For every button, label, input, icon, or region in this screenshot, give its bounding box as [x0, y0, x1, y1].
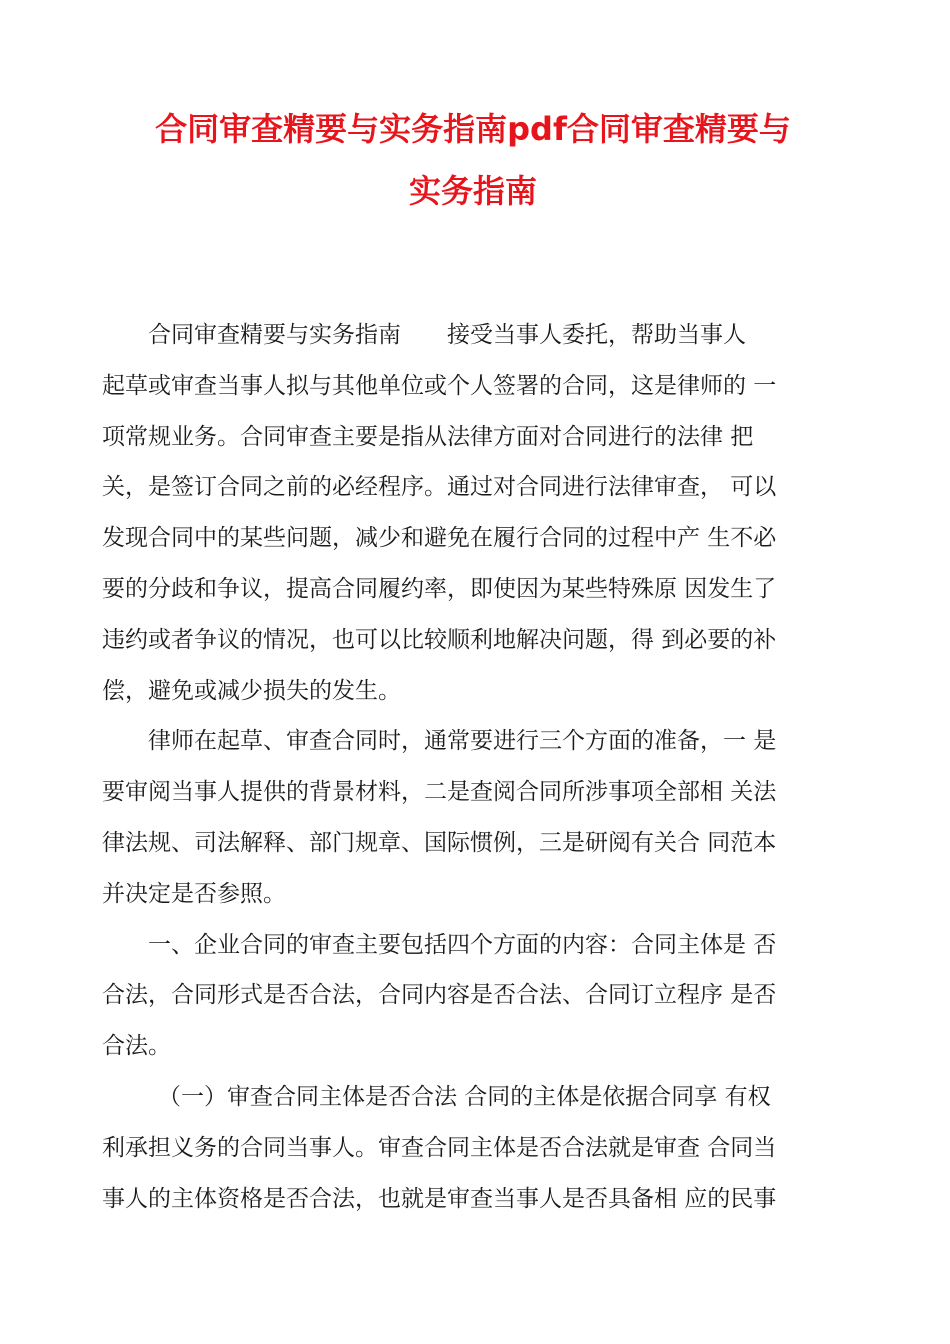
text-line: 一、企业合同的审查主要包括四个方面的内容：合同主体是 否: [148, 931, 777, 958]
text-line: 合法，合同形式是否合法，合同内容是否合法、合同订立程序 是否: [102, 982, 777, 1009]
text-line: 律法规、司法解释、部门规章、国际惯例，三是研阅有关合 同范本: [102, 829, 777, 856]
text-line: 关，是签订合同之前的必经程序。通过对合同进行法律审查， 可以: [102, 474, 777, 501]
document-body: [102, 310, 844, 1224]
text-line: 事人的主体资格是否合法，也就是审查当事人是否具备相 应的民事: [102, 1185, 777, 1212]
text-line: 起草或审查当事人拟与其他单位或个人签署的合同，这是律师的 一: [102, 372, 777, 399]
text-line: 利承担义务的合同当事人。审查合同主体是否合法就是审查 合同当: [102, 1134, 777, 1161]
text-line: 合同审查精要与实务指南 接受当事人委托，帮助当事人: [148, 322, 746, 348]
text-line: 违约或者争议的情况，也可以比较顺利地解决问题，得 到必要的补: [102, 626, 777, 653]
text-line: 项常规业务。合同审查主要是指从法律方面对合同进行的法律 把: [102, 423, 754, 450]
text-line: 偿，避免或减少损失的发生。: [102, 677, 401, 704]
text-line: 要的分歧和争议，提高合同履约率，即使因为某些特殊原 因发生了: [102, 575, 777, 602]
text-line: 律师在起草、审查合同时，通常要进行三个方面的准备，一 是: [148, 728, 777, 755]
title-line-2: 实务指南: [408, 172, 537, 210]
text-line: 发现合同中的某些问题，减少和避免在履行合同的过程中产 生不必: [102, 525, 777, 552]
paragraph-4: [102, 1072, 844, 1224]
document-title: [102, 98, 844, 222]
text-line: （一）审查合同主体是否合法 合同的主体是依据合同享 有权: [158, 1083, 771, 1110]
text-line: 要审阅当事人提供的背景材料，二是查阅合同所涉事项全部相 关法: [102, 779, 777, 806]
text-line: 并决定是否参照。: [102, 880, 286, 907]
title-line-1: 合同审查精要与实务指南pdf合同审查精要与: [155, 110, 791, 148]
paragraph-3: [102, 920, 844, 1072]
paragraph-2: [102, 716, 844, 919]
text-line: 合法。: [102, 1033, 171, 1060]
paragraph-1: [102, 310, 844, 716]
